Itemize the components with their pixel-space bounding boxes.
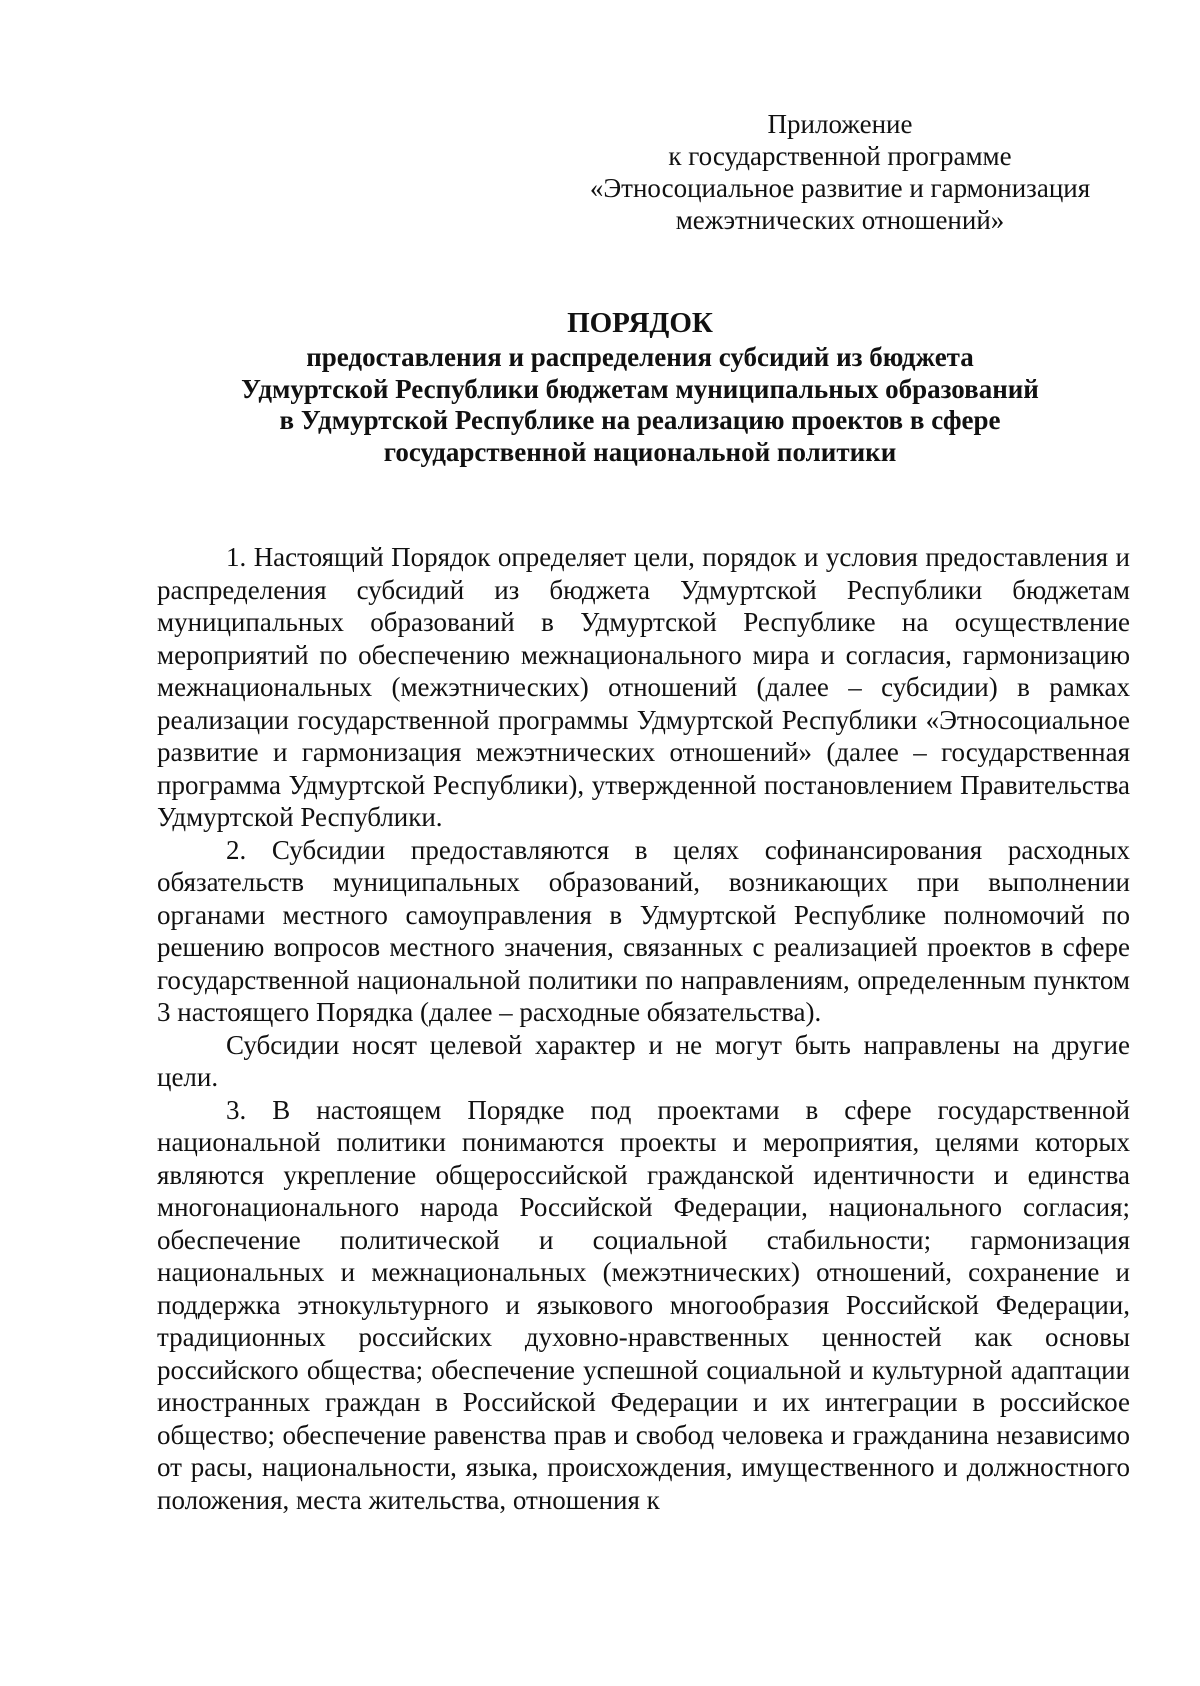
subtitle-line: Удмуртской Республики бюджетам муниципальных образований <box>241 373 1039 404</box>
document-subtitle <box>150 342 1130 468</box>
appendix-line: Приложение <box>767 109 913 139</box>
appendix-line: «Этносоциальное развитие и гармонизация <box>589 173 1091 203</box>
paragraph-3: 3. В настоящем Порядке под проектами в сфере государственной национальной политики понимаются проекты и мероприятия, целями которых являются укрепление общероссийской гражданской идентичности и единства многонационального народа Российской Федерации, национального согласия; обеспечение политической и социальной стабильности; гармонизация национальных и межнациональных (межэтнических) отношений, сохранение и поддержка этнокультурного и языкового многообразия Российской Федерации, традиционных российских духовно-нравственных ценностей как основы российского общества; обеспечение успешной социальной и культурной адаптации иностранных граждан в Российской Федерации и их интеграции в российское общество; обеспечение равенства прав и свобод человека и гражданина независимо от расы, национальности, языка, происхождения, имущественного и должностного положения, места жительства, отношения к <box>157 1094 1130 1515</box>
subtitle-line: в Удмуртской Республике на реализацию проектов в сфере <box>279 405 1001 435</box>
subtitle-line: предоставления и распределения субсидий из бюджета <box>306 342 974 372</box>
document-body <box>157 541 1130 1516</box>
paragraph-2-note: Субсидии носят целевой характер и не могут быть направлены на другие цели. <box>157 1029 1130 1092</box>
appendix-header <box>560 108 1120 236</box>
appendix-line: межэтнических отношений» <box>675 205 1005 235</box>
document-title: ПОРЯДОК <box>567 307 713 339</box>
paragraph-1: 1. Настоящий Порядок определяет цели, порядок и условия предоставления и распределения субсидий из бюджета Удмуртской Республики бюджетам муниципальных образований в Удмуртской Республике на осуществление мероприятий по обеспечению межнационального мира и согласия, гармонизацию межнациональных (межэтнических) отношений (далее – субсидии) в рамках реализации государственной программы Удмуртской Республики «Этносоциальное развитие и гармонизация межэтнических отношений» (далее – государственная программа Удмуртской Республики), утвержденной постановлением Правительства Удмуртской Республики. <box>157 542 1130 832</box>
paragraph-2: 2. Субсидии предоставляются в целях софинансирования расходных обязательств муниципальных образований, возникающих при выполнении органами местного самоуправления в Удмуртской Республике полномочий по решению вопросов местного значения, связанных с реализацией проектов в сфере государственной национальной политики по направлениям, определенным пунктом 3 настоящего Порядка (далее – расходные обязательства). <box>157 834 1130 1027</box>
subtitle-line: государственной национальной политики <box>383 436 897 467</box>
appendix-line: к государственной программе <box>668 141 1012 171</box>
